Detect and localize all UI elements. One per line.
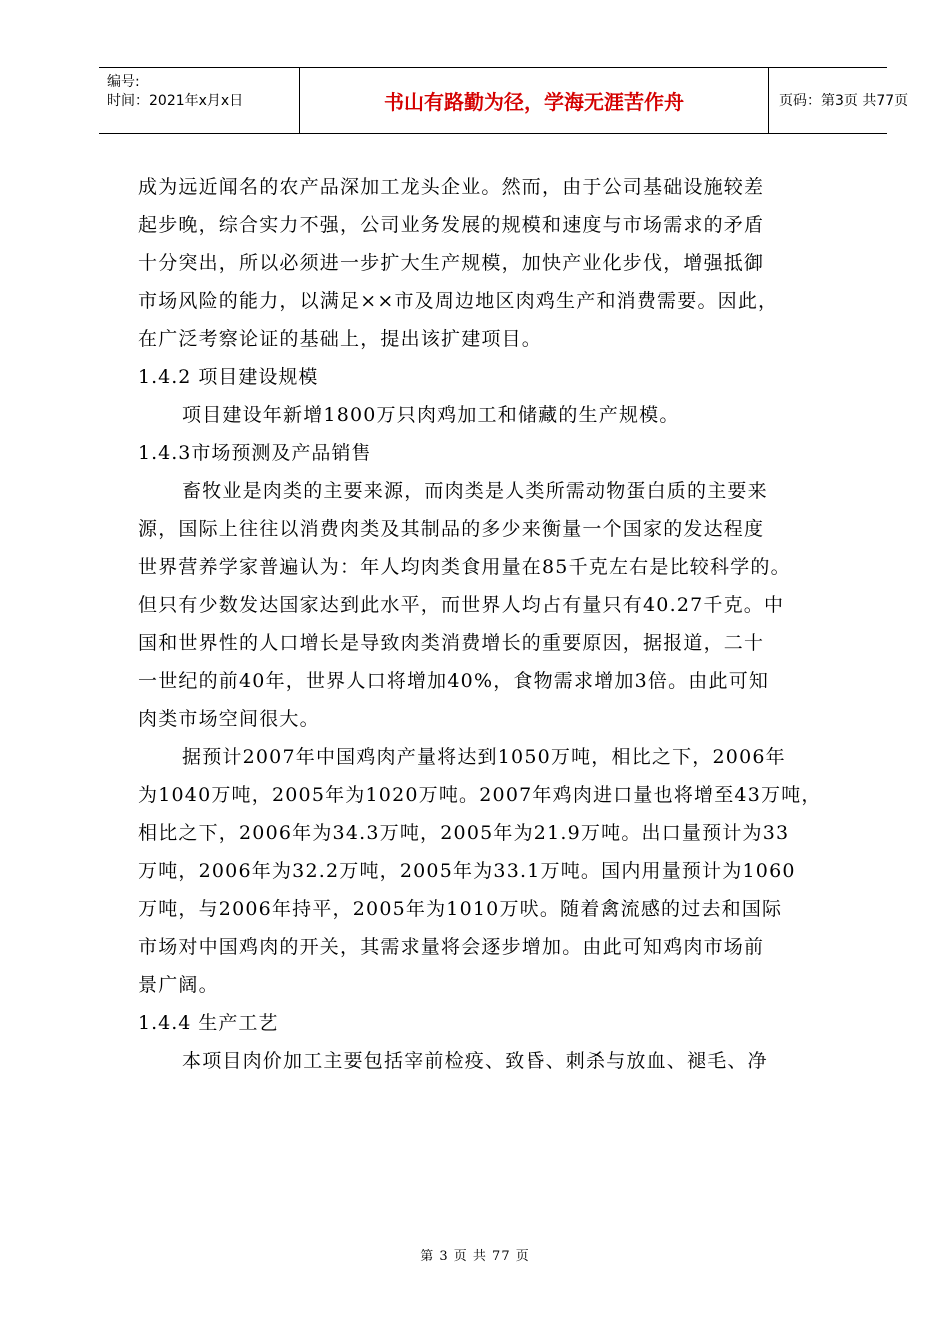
paragraph-line: 但只有少数发达国家达到此水平，而世界人均占有量只有40.27千克。中 [138, 594, 785, 616]
paragraph-line: 十分突出，所以必须进一步扩大生产规模，加快产业化步伐，增强抵御 [138, 252, 765, 274]
paragraph-line: 源，国际上往往以消费肉类及其制品的多少来衡量一个国家的发达程度 [138, 518, 765, 540]
paragraph-line: 项目建设年新增1800万只肉鸡加工和储藏的生产规模。 [182, 404, 680, 426]
paragraph-line: 据预计2007年中国鸡肉产量将达到1050万吨，相比之下，2006年 [182, 746, 786, 768]
section-heading: 1.4.4 生产工艺 [138, 1012, 279, 1034]
paragraph-line: 畜牧业是肉类的主要来源，而肉类是人类所需动物蛋白质的主要来 [182, 480, 768, 502]
paragraph-line: 市场风险的能力，以满足××市及周边地区肉鸡生产和消费需要。因此， [138, 290, 779, 312]
paragraph-line: 景广阔。 [138, 974, 219, 996]
paragraph-line: 成为远近闻名的农产品深加工龙头企业。然而，由于公司基础设施较差 [138, 176, 765, 198]
header-motto-cell [299, 68, 769, 133]
header-meta [99, 68, 299, 133]
paragraph-line: 起步晚，综合实力不强，公司业务发展的规模和速度与市场需求的矛盾 [138, 214, 765, 236]
paragraph-line: 万吨，与2006年持平，2005年为1010万吠。随着禽流感的过去和国际 [138, 898, 783, 920]
paragraph-line: 世界营养学家普遍认为：年人均肉类食用量在85千克左右是比较科学的。 [138, 556, 791, 578]
paragraph-line: 万吨，2006年为32.2万吨，2005年为33.1万吨。国内用量预计为1060 [138, 860, 796, 882]
doc-number-label: 编号: [107, 74, 140, 90]
paragraph-line: 肉类市场空间很大。 [138, 708, 320, 730]
page-header [99, 67, 909, 134]
section-heading: 1.4.2 项目建设规模 [138, 366, 319, 388]
header-motto: 书山有路勤为径，学海无涯苦作舟 [384, 90, 684, 114]
paragraph-line: 为1040万吨，2005年为1020万吨。2007年鸡肉进口量也将增至43万吨， [138, 784, 822, 806]
paragraph-line: 本项目肉价加工主要包括宰前检疫、致昏、刺杀与放血、褪毛、净 [182, 1050, 768, 1072]
paragraph-line: 一世纪的前40年，世界人口将增加40%，食物需求增加3倍。由此可知 [138, 670, 770, 692]
section-heading: 1.4.3市场预测及产品销售 [138, 442, 372, 464]
document-body [138, 168, 858, 1080]
header-page-info: 页码：第3页 共77页 [779, 93, 909, 109]
paragraph-line: 相比之下，2006年为34.3万吨，2005年为21.9万吨。出口量预计为33 [138, 822, 790, 844]
paragraph-line: 在广泛考察论证的基础上，提出该扩建项目。 [138, 328, 543, 350]
page-footer: 第 3 页 共 77 页 [420, 1249, 530, 1264]
paragraph-line: 市场对中国鸡肉的开关，其需求量将会逐步增加。由此可知鸡肉市场前 [138, 936, 765, 958]
doc-date: 时间：2021年x月x日 [107, 93, 244, 109]
header-page-cell [769, 68, 909, 133]
paragraph-line: 国和世界性的人口增长是导致肉类消费增长的重要原因，据报道，二十 [138, 632, 765, 654]
